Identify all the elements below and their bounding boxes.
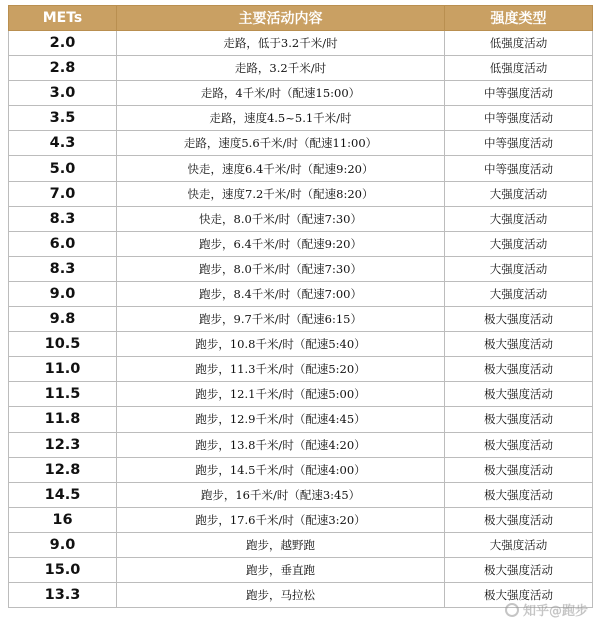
mets-cell: 13.3 <box>9 583 117 608</box>
intensity-cell: 中等强度活动 <box>445 106 593 131</box>
table-row <box>9 307 593 332</box>
intensity-cell: 极大强度活动 <box>445 507 593 532</box>
activity-cell: 跑步，垂直跑 <box>117 557 445 582</box>
table-body <box>9 31 593 608</box>
intensity-cell: 大强度活动 <box>445 256 593 281</box>
activity-cell: 快走，速度7.2千米/时（配速8:20） <box>117 181 445 206</box>
intensity-cell: 极大强度活动 <box>445 407 593 432</box>
intensity-cell: 低强度活动 <box>445 31 593 56</box>
intensity-cell: 极大强度活动 <box>445 432 593 457</box>
mets-cell: 6.0 <box>9 231 117 256</box>
activity-cell: 跑步，越野跑 <box>117 532 445 557</box>
intensity-cell: 大强度活动 <box>445 231 593 256</box>
intensity-cell: 大强度活动 <box>445 206 593 231</box>
table-row <box>9 507 593 532</box>
mets-cell: 5.0 <box>9 156 117 181</box>
activity-cell: 跑步，11.3千米/时（配速5:20） <box>117 357 445 382</box>
intensity-cell: 大强度活动 <box>445 532 593 557</box>
activity-cell: 走路，低于3.2千米/时 <box>117 31 445 56</box>
activity-cell: 跑步，14.5千米/时（配速4:00） <box>117 457 445 482</box>
header-mets: METs <box>9 6 117 31</box>
table-row <box>9 432 593 457</box>
table-row <box>9 81 593 106</box>
table-row <box>9 181 593 206</box>
table-row <box>9 557 593 582</box>
intensity-cell: 极大强度活动 <box>445 482 593 507</box>
mets-cell: 4.3 <box>9 131 117 156</box>
intensity-cell: 极大强度活动 <box>445 382 593 407</box>
table-row <box>9 106 593 131</box>
intensity-cell: 极大强度活动 <box>445 307 593 332</box>
mets-cell: 11.8 <box>9 407 117 432</box>
table-row <box>9 407 593 432</box>
intensity-cell: 低强度活动 <box>445 56 593 81</box>
mets-table-container <box>8 5 592 608</box>
intensity-cell: 极大强度活动 <box>445 357 593 382</box>
watermark <box>505 600 588 619</box>
mets-cell: 8.3 <box>9 256 117 281</box>
table-row <box>9 156 593 181</box>
mets-cell: 2.8 <box>9 56 117 81</box>
mets-cell: 16 <box>9 507 117 532</box>
activity-cell: 跑步，马拉松 <box>117 583 445 608</box>
activity-cell: 跑步，9.7千米/时（配速6:15） <box>117 307 445 332</box>
activity-cell: 跑步，12.9千米/时（配速4:45） <box>117 407 445 432</box>
table-row <box>9 457 593 482</box>
activity-cell: 跑步，13.8千米/时（配速4:20） <box>117 432 445 457</box>
table-row <box>9 256 593 281</box>
mets-cell: 8.3 <box>9 206 117 231</box>
mets-cell: 12.8 <box>9 457 117 482</box>
mets-cell: 3.5 <box>9 106 117 131</box>
table-row <box>9 332 593 357</box>
header-activity: 主要活动内容 <box>117 6 445 31</box>
table-row <box>9 482 593 507</box>
intensity-cell: 大强度活动 <box>445 181 593 206</box>
table-row <box>9 231 593 256</box>
mets-table <box>8 5 593 608</box>
table-row <box>9 281 593 306</box>
activity-cell: 跑步，12.1千米/时（配速5:00） <box>117 382 445 407</box>
intensity-cell: 极大强度活动 <box>445 332 593 357</box>
activity-cell: 快走，速度6.4千米/时（配速9:20） <box>117 156 445 181</box>
activity-cell: 走路，速度4.5~5.1千米/时 <box>117 106 445 131</box>
table-row <box>9 382 593 407</box>
activity-cell: 走路，3.2千米/时 <box>117 56 445 81</box>
activity-cell: 跑步，6.4千米/时（配速9:20） <box>117 231 445 256</box>
table-row <box>9 357 593 382</box>
mets-cell: 11.0 <box>9 357 117 382</box>
intensity-cell: 大强度活动 <box>445 281 593 306</box>
header-intensity: 强度类型 <box>445 6 593 31</box>
mets-cell: 12.3 <box>9 432 117 457</box>
activity-cell: 跑步，10.8千米/时（配速5:40） <box>117 332 445 357</box>
table-row <box>9 532 593 557</box>
mets-cell: 9.0 <box>9 281 117 306</box>
mets-cell: 10.5 <box>9 332 117 357</box>
mets-cell: 11.5 <box>9 382 117 407</box>
activity-cell: 跑步，8.0千米/时（配速7:30） <box>117 256 445 281</box>
intensity-cell: 极大强度活动 <box>445 583 593 608</box>
table-row <box>9 206 593 231</box>
table-header <box>9 6 593 31</box>
mets-cell: 2.0 <box>9 31 117 56</box>
table-row <box>9 31 593 56</box>
activity-cell: 快走，8.0千米/时（配速7:30） <box>117 206 445 231</box>
activity-cell: 跑步，17.6千米/时（配速3:20） <box>117 507 445 532</box>
intensity-cell: 极大强度活动 <box>445 457 593 482</box>
intensity-cell: 中等强度活动 <box>445 156 593 181</box>
mets-cell: 15.0 <box>9 557 117 582</box>
table-row <box>9 56 593 81</box>
circle-logo-icon <box>505 603 519 617</box>
intensity-cell: 中等强度活动 <box>445 131 593 156</box>
watermark-text: 知乎@跑步 <box>522 604 588 619</box>
mets-cell: 7.0 <box>9 181 117 206</box>
activity-cell: 走路，速度5.6千米/时（配速11:00） <box>117 131 445 156</box>
table-row <box>9 131 593 156</box>
header-row <box>9 6 593 31</box>
activity-cell: 跑步，16千米/时（配速3:45） <box>117 482 445 507</box>
mets-cell: 9.8 <box>9 307 117 332</box>
activity-cell: 走路，4千米/时（配速15:00） <box>117 81 445 106</box>
activity-cell: 跑步，8.4千米/时（配速7:00） <box>117 281 445 306</box>
intensity-cell: 中等强度活动 <box>445 81 593 106</box>
mets-cell: 9.0 <box>9 532 117 557</box>
mets-cell: 14.5 <box>9 482 117 507</box>
intensity-cell: 极大强度活动 <box>445 557 593 582</box>
mets-cell: 3.0 <box>9 81 117 106</box>
